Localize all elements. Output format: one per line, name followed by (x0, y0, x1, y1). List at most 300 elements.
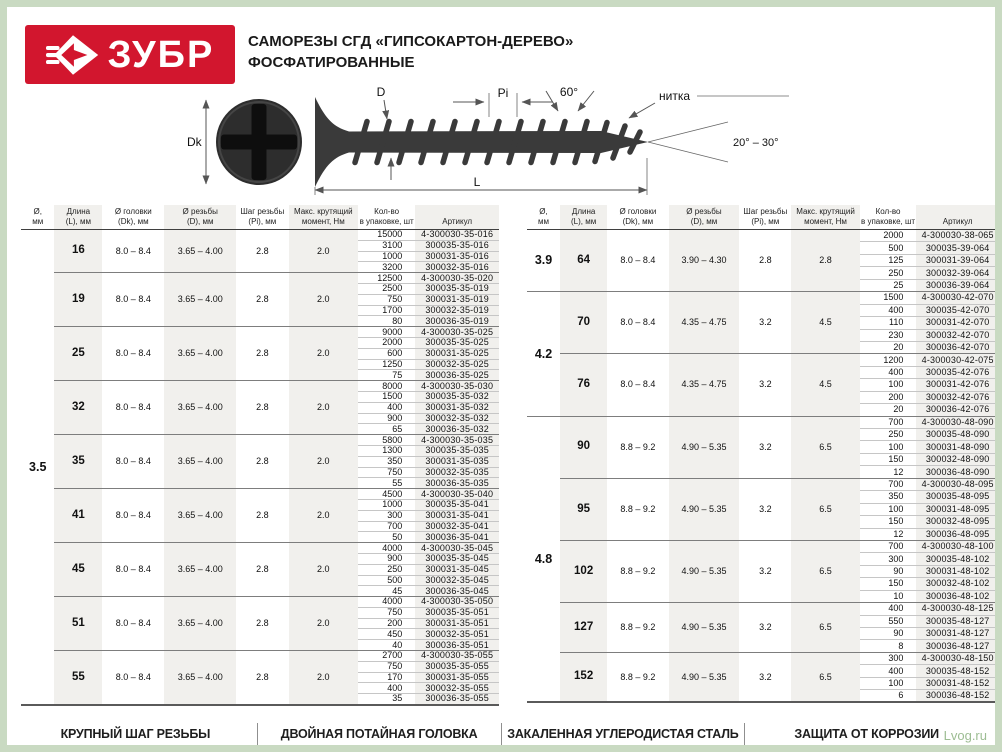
table-row (527, 416, 999, 428)
pack-qty-cell: 10 (860, 590, 917, 602)
head-diameter-cell: 8.8 – 9.2 (607, 478, 668, 540)
l-label: L (473, 175, 481, 189)
thread-pitch-cell: 3.2 (739, 478, 791, 540)
length-cell: 70 (560, 292, 607, 354)
pack-qty-cell: 2000 (358, 337, 415, 348)
column-header: Длина (L), мм (560, 205, 607, 230)
pack-qty-cell: 4000 (358, 597, 415, 608)
thread-pitch-cell: 2.8 (236, 435, 289, 489)
spec-table-left (21, 205, 499, 706)
article-cell: 4-300030-48-090 (916, 416, 999, 428)
article-cell: 300035-48-095 (916, 491, 999, 503)
thread-pitch-cell: 2.8 (236, 543, 289, 597)
column-header: Ø головки (Dk), мм (102, 205, 164, 230)
pack-qty-cell: 230 (860, 329, 917, 341)
pack-qty-cell: 150 (860, 516, 917, 528)
thread-pitch-cell: 3.2 (739, 540, 791, 602)
feature-label: ЗАКАЛЕННАЯ УГЛЕРОДИСТАЯ СТАЛЬ (507, 727, 739, 741)
diameter-cell: 4.8 (527, 416, 560, 702)
d-arrow-top (384, 100, 387, 119)
column-header: Ø, мм (21, 205, 54, 230)
article-cell: 300031-48-090 (916, 441, 999, 453)
article-cell: 300031-35-019 (415, 294, 499, 305)
torque-cell: 2.0 (289, 489, 358, 543)
thread-pitch-cell: 2.8 (236, 230, 289, 273)
table-row (527, 292, 999, 304)
article-cell: 300036-35-041 (415, 532, 499, 543)
thread-diameter-cell: 4.90 – 5.35 (669, 416, 740, 478)
thread-pitch-cell: 3.2 (739, 354, 791, 416)
length-cell: 90 (560, 416, 607, 478)
table-row (527, 540, 999, 552)
head-diameter-cell: 8.0 – 8.4 (102, 381, 164, 435)
brand-name: ЗУБР (107, 33, 215, 76)
length-cell: 25 (54, 327, 102, 381)
article-cell: 300032-42-076 (916, 391, 999, 403)
article-cell: 300035-35-041 (415, 499, 499, 510)
article-cell: 300036-35-035 (415, 478, 499, 489)
table-row (21, 651, 499, 662)
article-cell: 4-300030-42-070 (916, 292, 999, 304)
pack-qty-cell: 450 (358, 629, 415, 640)
head-diameter-cell: 8.0 – 8.4 (102, 597, 164, 651)
thread-diameter-cell: 3.65 – 4.00 (164, 435, 236, 489)
article-cell: 300035-35-016 (415, 240, 499, 251)
table-row (21, 327, 499, 338)
pack-qty-cell: 700 (860, 540, 917, 552)
article-cell: 300031-35-025 (415, 348, 499, 359)
article-cell: 300036-35-019 (415, 316, 499, 327)
pack-qty-cell: 25 (860, 279, 917, 291)
tip-angle-line-top (648, 122, 728, 142)
article-cell: 300036-42-076 (916, 404, 999, 416)
article-cell: 300032-35-055 (415, 683, 499, 694)
pack-qty-cell: 55 (358, 478, 415, 489)
article-cell: 300031-35-035 (415, 456, 499, 467)
brand-logo (25, 25, 235, 84)
feature-label: КРУПНЫЙ ШАГ РЕЗЬБЫ (60, 727, 211, 741)
article-cell: 300036-48-095 (916, 528, 999, 540)
spec-table (527, 205, 999, 703)
article-cell: 300036-35-025 (415, 370, 499, 381)
pack-qty-cell: 150 (860, 578, 917, 590)
article-cell: 4-300030-48-125 (916, 603, 999, 615)
pack-qty-cell: 1500 (358, 391, 415, 402)
pack-qty-cell: 350 (860, 491, 917, 503)
diameter-cell: 3.5 (21, 230, 54, 705)
pack-qty-cell: 400 (358, 683, 415, 694)
article-cell: 4-300030-35-035 (415, 435, 499, 446)
thread-pitch-cell: 2.8 (739, 230, 791, 292)
torque-cell: 6.5 (791, 478, 859, 540)
thread-diameter-cell: 4.90 – 5.35 (669, 603, 740, 653)
torque-cell: 2.0 (289, 435, 358, 489)
pack-qty-cell: 750 (358, 467, 415, 478)
screw-side-view (315, 97, 648, 187)
pack-qty-cell: 75 (358, 370, 415, 381)
thread-diameter-cell: 3.65 – 4.00 (164, 230, 236, 273)
pack-qty-cell: 700 (860, 478, 917, 490)
torque-cell: 2.0 (289, 273, 358, 327)
length-cell: 16 (54, 230, 102, 273)
article-cell: 300035-35-055 (415, 661, 499, 672)
article-cell: 300035-42-076 (916, 366, 999, 378)
pack-qty-cell: 500 (860, 242, 917, 254)
length-cell: 102 (560, 540, 607, 602)
article-cell: 300031-48-102 (916, 565, 999, 577)
pack-qty-cell: 400 (358, 402, 415, 413)
pack-qty-cell: 400 (860, 603, 917, 615)
head-diameter-cell: 8.0 – 8.4 (102, 651, 164, 705)
torque-cell: 4.5 (791, 292, 859, 354)
table-row (527, 603, 999, 615)
head-diameter-cell: 8.0 – 8.4 (102, 273, 164, 327)
pack-qty-cell: 700 (358, 521, 415, 532)
pack-qty-cell: 8 (860, 640, 917, 652)
article-cell: 300031-48-127 (916, 628, 999, 640)
head-diameter-cell: 8.8 – 9.2 (607, 603, 668, 653)
head-diameter-cell: 8.0 – 8.4 (607, 292, 668, 354)
length-cell: 45 (54, 543, 102, 597)
pack-qty-cell: 200 (860, 391, 917, 403)
angle60-label: 60° (559, 85, 579, 99)
pack-qty-cell: 20 (860, 404, 917, 416)
angle60-arrow-right (578, 91, 594, 111)
article-cell: 300032-42-070 (916, 329, 999, 341)
thread-diameter-cell: 3.65 – 4.00 (164, 273, 236, 327)
pack-qty-cell: 50 (358, 532, 415, 543)
thread-diameter-cell: 3.90 – 4.30 (669, 230, 740, 292)
pack-qty-cell: 100 (860, 503, 917, 515)
diameter-cell: 4.2 (527, 292, 560, 416)
tip-angle-label: 20° – 30° (733, 137, 779, 149)
pack-qty-cell: 500 (358, 575, 415, 586)
pack-qty-cell: 90 (860, 565, 917, 577)
length-cell: 152 (560, 652, 607, 702)
pack-qty-cell: 400 (860, 665, 917, 677)
article-cell: 4-300030-35-040 (415, 489, 499, 500)
thread-diameter-cell: 3.65 – 4.00 (164, 381, 236, 435)
column-header: Шаг резьбы (Pi), мм (739, 205, 791, 230)
pack-qty-cell: 200 (358, 618, 415, 629)
length-cell: 127 (560, 603, 607, 653)
table-row (21, 230, 499, 241)
table-row (21, 435, 499, 446)
article-cell: 4-300030-35-020 (415, 273, 499, 284)
article-cell: 300036-39-064 (916, 279, 999, 291)
article-cell: 4-300030-42-075 (916, 354, 999, 366)
pack-qty-cell: 9000 (358, 327, 415, 338)
article-cell: 4-300030-35-050 (415, 597, 499, 608)
thread-pitch-cell: 3.2 (739, 416, 791, 478)
pack-qty-cell: 2000 (860, 230, 917, 242)
column-header: Ø резьбы (D), мм (164, 205, 236, 230)
feature-label: ДВОЙНАЯ ПОТАЙНАЯ ГОЛОВКА (280, 727, 478, 741)
pack-qty-cell: 900 (358, 413, 415, 424)
column-header: Длина (L), мм (54, 205, 102, 230)
head-diameter-cell: 8.0 – 8.4 (102, 435, 164, 489)
thread-diameter-cell: 3.65 – 4.00 (164, 597, 236, 651)
article-cell: 300031-42-070 (916, 317, 999, 329)
page-title (248, 31, 573, 73)
pack-qty-cell: 750 (358, 661, 415, 672)
table-row (21, 489, 499, 500)
article-cell: 300036-42-070 (916, 341, 999, 353)
thread-pitch-cell: 2.8 (236, 651, 289, 705)
table-row (527, 652, 999, 664)
watermark: Lvog.ru (943, 728, 987, 743)
pack-qty-cell: 250 (860, 429, 917, 441)
pack-qty-cell: 700 (860, 416, 917, 428)
spec-table (21, 205, 499, 706)
column-header: Макс. крутящий момент, Нм (791, 205, 859, 230)
pack-qty-cell: 750 (358, 294, 415, 305)
article-cell: 300032-35-041 (415, 521, 499, 532)
article-cell: 300032-35-035 (415, 467, 499, 478)
table-row (21, 273, 499, 284)
article-cell: 300035-48-152 (916, 665, 999, 677)
length-cell: 32 (54, 381, 102, 435)
column-header: Ø резьбы (D), мм (669, 205, 740, 230)
article-cell: 4-300030-38-065 (916, 230, 999, 242)
title-line-1: САМОРЕЗЫ СГД «ГИПСОКАРТОН-ДЕРЕВО» (248, 33, 574, 50)
article-cell: 300032-48-090 (916, 453, 999, 465)
torque-cell: 2.0 (289, 597, 358, 651)
article-cell: 300035-35-025 (415, 337, 499, 348)
thread-diameter-cell: 4.90 – 5.35 (669, 478, 740, 540)
angle60-arrow-left (546, 91, 558, 111)
pack-qty-cell: 600 (358, 348, 415, 359)
zubr-arrow-icon (46, 32, 100, 78)
column-header: Кол-во в упаковке, шт (358, 205, 415, 230)
pack-qty-cell: 300 (860, 652, 917, 664)
pack-qty-cell: 12500 (358, 273, 415, 284)
thread-pitch-cell: 2.8 (236, 273, 289, 327)
feature-bar (14, 719, 988, 749)
dk-label: Dk (187, 135, 202, 149)
article-cell: 300031-35-016 (415, 251, 499, 262)
table-row (527, 478, 999, 490)
pack-qty-cell: 400 (860, 366, 917, 378)
article-cell: 300035-35-019 (415, 283, 499, 294)
article-cell: 300031-35-045 (415, 564, 499, 575)
pack-qty-cell: 2500 (358, 283, 415, 294)
article-cell: 300032-48-095 (916, 516, 999, 528)
thread-diameter-cell: 4.35 – 4.75 (669, 292, 740, 354)
length-cell: 55 (54, 651, 102, 705)
pack-qty-cell: 12 (860, 466, 917, 478)
pack-qty-cell: 3200 (358, 262, 415, 273)
thread-diameter-cell: 4.35 – 4.75 (669, 354, 740, 416)
article-cell: 300031-35-051 (415, 618, 499, 629)
length-cell: 19 (54, 273, 102, 327)
length-cell: 51 (54, 597, 102, 651)
feature-item-thread-pitch (14, 719, 257, 749)
article-cell: 300035-35-032 (415, 391, 499, 402)
pack-qty-cell: 6 (860, 690, 917, 702)
thread-diameter-cell: 3.65 – 4.00 (164, 489, 236, 543)
pack-qty-cell: 40 (358, 640, 415, 651)
article-cell: 300036-48-102 (916, 590, 999, 602)
length-cell: 76 (560, 354, 607, 416)
d-label: D (376, 85, 386, 99)
article-cell: 300032-48-102 (916, 578, 999, 590)
thread-diameter-cell: 3.65 – 4.00 (164, 543, 236, 597)
pack-qty-cell: 1250 (358, 359, 415, 370)
pack-qty-cell: 3100 (358, 240, 415, 251)
pack-qty-cell: 2700 (358, 651, 415, 662)
article-cell: 300031-35-055 (415, 672, 499, 683)
article-cell: 300035-35-051 (415, 607, 499, 618)
pack-qty-cell: 110 (860, 317, 917, 329)
article-cell: 300035-42-070 (916, 304, 999, 316)
pack-qty-cell: 100 (860, 441, 917, 453)
article-cell: 300035-48-102 (916, 553, 999, 565)
article-cell: 300036-48-090 (916, 466, 999, 478)
pack-qty-cell: 300 (860, 553, 917, 565)
head-diameter-cell: 8.8 – 9.2 (607, 540, 668, 602)
table-row (527, 230, 999, 242)
title-line-2: ФОСФАТИРОВАННЫЕ (248, 54, 415, 71)
length-cell: 95 (560, 478, 607, 540)
article-cell: 300035-35-045 (415, 553, 499, 564)
head-diameter-cell: 8.8 – 9.2 (607, 416, 668, 478)
article-cell: 300031-35-032 (415, 402, 499, 413)
feature-item-steel (502, 719, 745, 749)
pack-qty-cell: 80 (358, 316, 415, 327)
article-cell: 300032-35-032 (415, 413, 499, 424)
table-row (21, 597, 499, 608)
article-cell: 300036-35-051 (415, 640, 499, 651)
spec-table-right (527, 205, 999, 703)
pack-qty-cell: 900 (358, 553, 415, 564)
article-cell: 4-300030-35-030 (415, 381, 499, 392)
thread-pitch-cell: 2.8 (236, 381, 289, 435)
tip-angle-line-bottom (648, 142, 728, 162)
article-cell: 300035-48-127 (916, 615, 999, 627)
thread-leader-arrow (629, 103, 655, 118)
table-row (21, 543, 499, 554)
article-cell: 4-300030-35-045 (415, 543, 499, 554)
thread-pitch-cell: 2.8 (236, 327, 289, 381)
article-cell: 300032-35-045 (415, 575, 499, 586)
head-diameter-cell: 8.8 – 9.2 (607, 652, 668, 702)
torque-cell: 2.0 (289, 651, 358, 705)
pack-qty-cell: 250 (358, 564, 415, 575)
article-cell: 300035-35-035 (415, 445, 499, 456)
thread-diameter-cell: 3.65 – 4.00 (164, 651, 236, 705)
table-row (21, 381, 499, 392)
article-cell: 300036-35-055 (415, 694, 499, 705)
article-cell: 300036-48-152 (916, 690, 999, 702)
torque-cell: 6.5 (791, 540, 859, 602)
head-diameter-cell: 8.0 – 8.4 (607, 354, 668, 416)
pack-qty-cell: 35 (358, 694, 415, 705)
feature-label: ЗАЩИТА ОТ КОРРОЗИИ (794, 727, 939, 741)
column-header: Шаг резьбы (Pi), мм (236, 205, 289, 230)
pack-qty-cell: 4000 (358, 543, 415, 554)
article-cell: 300032-35-051 (415, 629, 499, 640)
article-cell: 300032-39-064 (916, 267, 999, 279)
pack-qty-cell: 550 (860, 615, 917, 627)
pack-qty-cell: 12 (860, 528, 917, 540)
pack-qty-cell: 100 (860, 677, 917, 689)
pack-qty-cell: 1000 (358, 251, 415, 262)
article-cell: 300032-35-019 (415, 305, 499, 316)
article-cell: 300035-48-090 (916, 429, 999, 441)
article-cell: 300036-48-127 (916, 640, 999, 652)
thread-pitch-cell: 3.2 (739, 292, 791, 354)
head-diameter-cell: 8.0 – 8.4 (102, 543, 164, 597)
article-cell: 300031-39-064 (916, 254, 999, 266)
article-cell: 300031-42-076 (916, 379, 999, 391)
article-cell: 300031-35-041 (415, 510, 499, 521)
article-cell: 300036-35-045 (415, 586, 499, 597)
pack-qty-cell: 400 (860, 304, 917, 316)
thread-pitch-cell: 3.2 (739, 652, 791, 702)
article-cell: 4-300030-35-016 (415, 230, 499, 241)
pack-qty-cell: 125 (860, 254, 917, 266)
torque-cell: 6.5 (791, 652, 859, 702)
thread-label: нитка (659, 89, 691, 103)
pack-qty-cell: 1700 (358, 305, 415, 316)
pack-qty-cell: 1500 (860, 292, 917, 304)
pack-qty-cell: 4500 (358, 489, 415, 500)
pack-qty-cell: 65 (358, 424, 415, 435)
pack-qty-cell: 1000 (358, 499, 415, 510)
screw-head-top-view (216, 99, 302, 185)
pack-qty-cell: 45 (358, 586, 415, 597)
article-cell: 300032-35-016 (415, 262, 499, 273)
thread-pitch-cell: 2.8 (236, 597, 289, 651)
pack-qty-cell: 8000 (358, 381, 415, 392)
torque-cell: 6.5 (791, 416, 859, 478)
pack-qty-cell: 1200 (860, 354, 917, 366)
pack-qty-cell: 350 (358, 456, 415, 467)
article-cell: 300035-39-064 (916, 242, 999, 254)
length-cell: 35 (54, 435, 102, 489)
pack-qty-cell: 300 (358, 510, 415, 521)
thread-diameter-cell: 4.90 – 5.35 (669, 652, 740, 702)
torque-cell: 6.5 (791, 603, 859, 653)
torque-cell: 2.0 (289, 230, 358, 273)
length-cell: 41 (54, 489, 102, 543)
article-cell: 300031-48-152 (916, 677, 999, 689)
pack-qty-cell: 15000 (358, 230, 415, 241)
article-cell: 4-300030-48-150 (916, 652, 999, 664)
column-header: Артикул (415, 205, 499, 230)
pack-qty-cell: 170 (358, 672, 415, 683)
thread-diameter-cell: 4.90 – 5.35 (669, 540, 740, 602)
diameter-cell: 3.9 (527, 230, 560, 292)
pack-qty-cell: 100 (860, 379, 917, 391)
torque-cell: 2.0 (289, 327, 358, 381)
thread-pitch-cell: 3.2 (739, 603, 791, 653)
article-cell: 4-300030-48-100 (916, 540, 999, 552)
torque-cell: 4.5 (791, 354, 859, 416)
length-cell: 64 (560, 230, 607, 292)
article-cell: 4-300030-35-055 (415, 651, 499, 662)
torque-cell: 2.8 (791, 230, 859, 292)
column-header: Артикул (916, 205, 999, 230)
article-cell: 4-300030-35-025 (415, 327, 499, 338)
head-diameter-cell: 8.0 – 8.4 (102, 489, 164, 543)
article-cell: 300036-35-032 (415, 424, 499, 435)
feature-item-head (258, 719, 501, 749)
torque-cell: 2.0 (289, 543, 358, 597)
pack-qty-cell: 150 (860, 453, 917, 465)
column-header: Ø, мм (527, 205, 560, 230)
